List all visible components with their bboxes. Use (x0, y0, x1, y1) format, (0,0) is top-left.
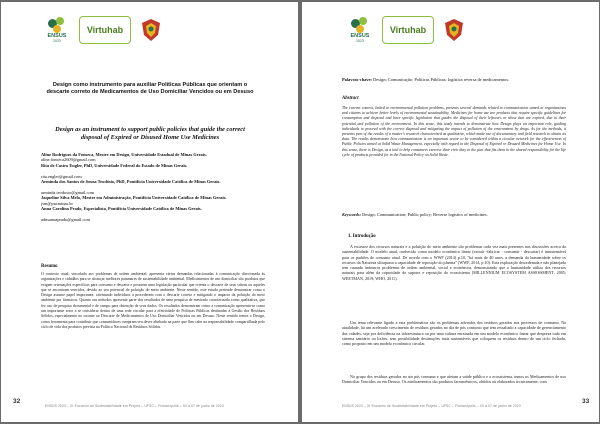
author-affiliation: Anna Carolina Prado, Especialista, Pontifícia Universidade Católica de Minas Gerais. (41, 206, 202, 212)
ensus-year: 2023 (53, 39, 61, 43)
palavras-chave (342, 77, 568, 82)
page-number: 32 (13, 398, 21, 405)
author-affiliation: Aline Rodrigues da Fonseca, Mestre em Design, Universidade Estadual de Minas Gerais. (41, 152, 207, 157)
university-crest-icon (141, 18, 161, 42)
ensus-label: ENSUS (350, 33, 370, 39)
keywords-text: Design; Communication; Public policy; Reverse logistics of medicines. (362, 212, 488, 217)
author-list (41, 152, 267, 222)
palavras-chave-text: Design; Comunicação; Políticas Públicas; logística reversa de medicamentos. (373, 77, 510, 82)
virtuhab-label: Virtuhab (389, 25, 427, 35)
paper-title-pt: Design como instrumento para auxiliar Políticas Públicas que orientam o descarte correto de Medicamentos de Uso Domiciliar Vencidos ou em Desuso (46, 82, 254, 95)
author-email[interactable]: jsm@pucminas.br (41, 200, 73, 206)
page-footer: ENSUS 2023 – XI Encontro de Sustentabilidade em Projeto – UFSC – Florianópolis – 03 a 07 de junho de 2023 (45, 404, 224, 408)
header-logos (346, 16, 464, 44)
page-number: 33 (582, 398, 590, 405)
author-affiliation: Arminda dos Santos de Sousa Teodósio, PhD, Pontifícia Universidade Católica de Minas Gerais. (41, 179, 221, 185)
right-page (302, 2, 599, 422)
introduction-heading: 1. Introdução (348, 234, 376, 239)
ensus-label: ENSUS (47, 33, 67, 39)
ensus-logo (346, 17, 374, 43)
page-footer: ENSUS 2023 – XI Encontro de Sustentabilidade em Projeto – UFSC – Florianópolis – 03 a 07 de junho de 2023 (342, 404, 521, 408)
author-affiliation: Rita de Castro Engler, PhD, Universidade Federal do Estado de Minas Gerais. (41, 162, 188, 168)
author-email[interactable]: adnsannaprado@gmail.com (41, 216, 91, 222)
virtuhab-label: Virtuhab (86, 25, 124, 35)
intro-paragraph-3: No grupo dos resíduos gerados no ato pós consumo e que afetam a saúde pública e o ecossistema, temos os Medicamentos de uso Domiciliar Vencidos ou em Desuso. Os medicamentos são produtos farmacêuticos, obtidos ou elaborados tecnicamente, com (342, 374, 566, 385)
left-page (1, 2, 298, 422)
intro-paragraph-2: Um tema relevante ligado a esta problemática são os problemas advindos dos resíduos gerados nos processos de consumo. Na atualidade, há um acelerado crescimento de resíduos gerados no dia de pós consumo que tem ressaltado a capacidade de gerenciamento das cidades, seja por deficiência na infraestrutura ou por uma cultura enraizada em um modelo econômico linear que despreza tudo em sistema sanitário ou lixões, sem possibilidade destinações mais sustentáveis que coloquem os resíduos dentro de um ciclo fechado, como proposto em um modelo econômico circular. (342, 320, 566, 347)
ensus-year: 2023 (356, 39, 364, 43)
author-email[interactable]: arminda.teodosio@gmail.com (41, 189, 95, 195)
author-email[interactable]: rita.engler@gmail.com (41, 173, 82, 179)
resumo-heading: Resumo (41, 264, 58, 269)
author-affiliation: Jaqueline Silva Melo, Mestre em Administração, Pontifícia Universidade Católica de Minas Gerais. (41, 195, 227, 201)
keywords (342, 212, 568, 217)
abstract-heading: Abstract (342, 96, 359, 101)
paper-title-en: Design as an instrument to support public policies that guide the correct disposal of Expired or Disused Home Use Medicines (55, 126, 245, 141)
header-logos (43, 16, 161, 44)
intro-paragraph-1: A escassez dos recursos naturais e a poluição do meio ambiente são problemas cada vez mais presentes nas discussões acerca da sustentabilidade. O modelo atual, conhecido como modelo econômico linear (extrair -fabricar - consumir - descartar) é insustentável para os padrões de consumo atual. De acordo com o WWF (2014) p.10, "há mais de 40 anos, a demanda da humanidade sobre os recursos da Natureza ultrapassa a capacidade de reposição do planeta" (WWF, 2014, p.10). Esta exploração desordenada e não planejada tem causado inúmeros problemas de ordem ambiental, social e econômica, demonstrando que a humanidade utiliza dos recursos naturais para além da capacidade de suporte e reposição do ecossistema (MILLENNIUM ECOSYSTEM ASSESSMENT, 2005; WEETMAN, 2019; WHO, 2011). (342, 244, 566, 281)
resumo-text: O contexto atual, vinculado aos problemas de ordem ambiental, apresenta várias demandas relacionadas à comunicação direcionada às organizações e cidadãos para se alcançar melhores patamares de sustentabilidade ambiental. Medicamentos de uso domiciliar são produtos que exigem orientações específicas para consumo e descarte e possuem uma legislação particular que orienta o descarte de seus sobras ou aqueles que se encontram vencidos, devido ao seu potencial de poluição do meio ambiente. Neste sentido, este estudo pretende demonstrar como o Design assume papel importante, orientando indivíduos a procederem com o descarte correto e mitigando o impacto da poluição do meio ambiente por fármacos. Quanto aos métodos apresenta parte dos resultados de uma pesquisa de mestrado caracterizada como qualitativa, que fez uso de pesquisa documental e de campo para obtenção de seus dados. Os resultados demonstram como a comunicação apresenta-se como um importante setor a se considerar dentro de uma rede circular para a efetividade de Políticas Públicas destinadas à Gestão dos Resíduos Sólidos, especialmente no tocante ao Descarte de Medicamentos de Uso Domiciliar Vencidos ou em Desuso. Neste sentido temos o Design, como ferramenta para contribuir que consumidores cumpram seu dever alinhado na parte que lhes cabe na responsabilidade compartilhada pelo ciclo de vida dos produtos prevista na Política Nacional de Resíduos Sólidos. (41, 272, 265, 329)
abstract-text: The current context, linked to environmental pollution problems, presents several demands related to communication aimed at organizations and citizens to achieve better levels of environmental sustainability. Medicines for home use are products that require specific guidelines for consumption and disposal and have specific legislation that guides the disposal of their leftovers or those that are expired, due to their potential and pollution of the environment. In this sense, this study intends to demonstrate how Design plays an important role, guiding individuals to proceed with the correct disposal and mitigating the impact of pollution of the environment by drugs. As for the methods, it presents part of the results of a master's research characterized as qualitative, which made use of documentary and field research to obtain its data. The results demonstrate how communication is an important sector to be considered within a circular network for the effectiveness of Public Policies aimed at Solid Waste Management, especially with regard to the Disposal of Expired or Disused Medicines for Home Use. In this sense, there is Design, as a tool to help consumers exercise their civic duty in the part that fits them in the shared responsibility for the life cycle of products provided for in the National Policy on Solid Waste. (342, 106, 566, 157)
virtuhab-logo (79, 16, 131, 44)
virtuhab-logo (382, 16, 434, 44)
university-crest-icon (444, 18, 464, 42)
keywords-label: Keywords: (342, 212, 362, 217)
ensus-leaf-icon (46, 17, 68, 33)
ensus-logo (43, 17, 71, 43)
ensus-leaf-icon (349, 17, 371, 33)
author-email[interactable]: aline.fonseca2609@gmail.com (41, 157, 96, 163)
palavras-chave-label: Palavras-chave: (342, 77, 372, 82)
